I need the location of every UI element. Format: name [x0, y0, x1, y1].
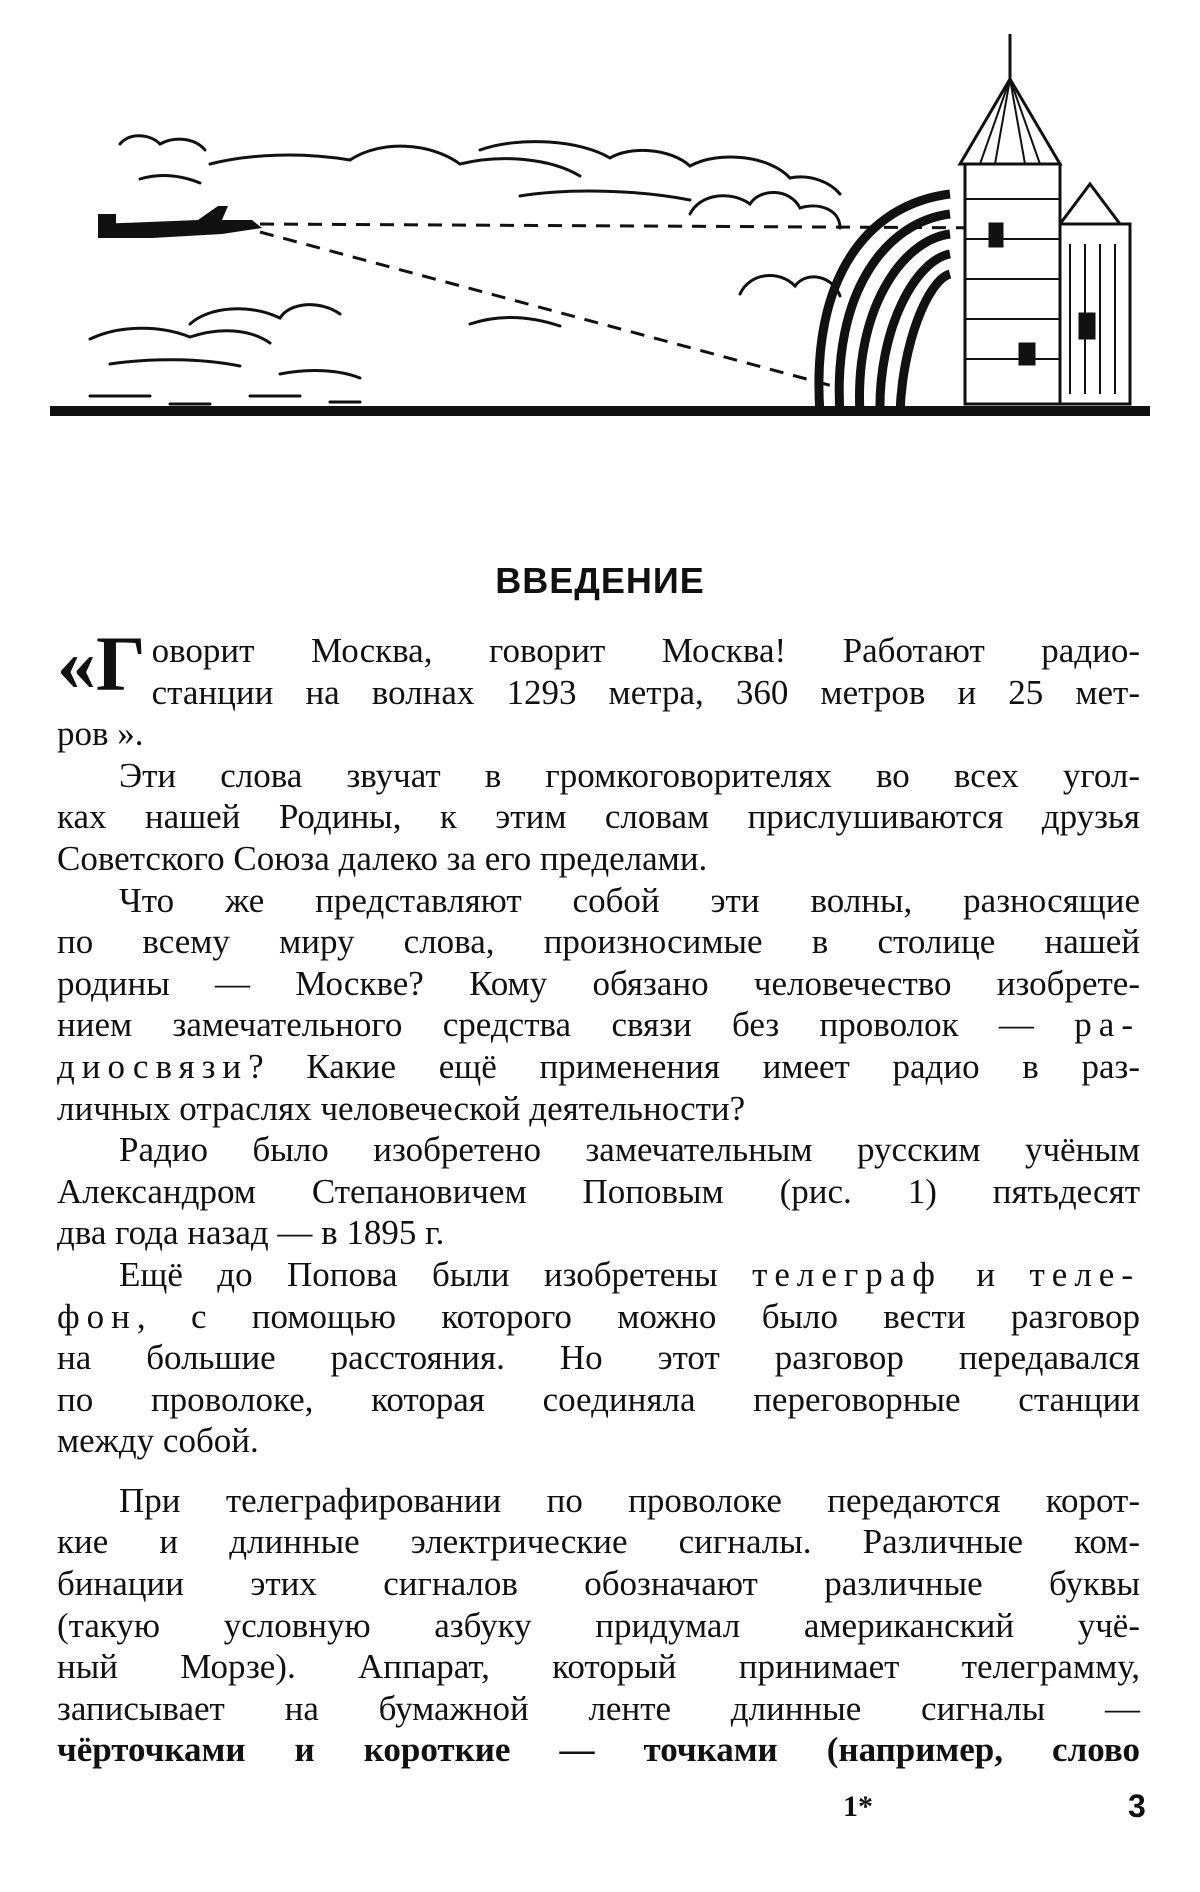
text-line: родины — Москве? Кому обязано человечество изобрете-: [57, 963, 1140, 1003]
text-line: бинации этих сигналов обозначают различные буквы: [57, 1564, 1140, 1604]
text-line: записывает на бумажной ленте длинные сигналы —: [57, 1688, 1140, 1728]
text-line: [57, 1296, 1140, 1338]
page-number: 3: [1128, 1788, 1146, 1824]
text-line: [57, 1004, 1140, 1046]
paragraph-6: [57, 1480, 1140, 1771]
paragraph-2: [57, 755, 1140, 880]
text-line: между собой.: [57, 1421, 259, 1461]
text-line: личных отраслях человеческой деятельности?: [57, 1088, 746, 1128]
text-line: ный Морзе). Аппарат, который принимает телеграмму,: [57, 1647, 1140, 1687]
paragraph-3: [57, 880, 1140, 1130]
text-fragment: Ещё до Попова были изобретены: [119, 1254, 753, 1294]
text-fragment: нием замечательного средства связи без проволок —: [57, 1005, 1075, 1045]
text-line: оворит Москва, говорит Москва! Работают радио-: [151, 631, 1140, 670]
text-line: [57, 1254, 1140, 1296]
text-line: станции на волнах 1293 метра, 360 метров и 25 мет-: [151, 672, 1140, 712]
text-line: Эти слова звучат в громкоговорителях во всех угол-: [119, 755, 1140, 795]
text-line: чёрточками и короткие — точками (например, слово: [57, 1730, 1140, 1770]
text-line: по проволоке, которая соединяла переговорные станции: [57, 1379, 1140, 1419]
spaced-term: фон: [57, 1296, 137, 1336]
spaced-term: теле-: [1029, 1254, 1140, 1294]
paragraph-4: [57, 1129, 1140, 1254]
text-line: на большие расстояния. Но этот разговор передавался: [57, 1338, 1140, 1378]
text-fragment: и: [941, 1254, 1030, 1294]
spaced-term: телеграф: [752, 1254, 942, 1294]
spaced-term: диосвязи: [57, 1046, 249, 1086]
text-line: Александром Степановичем Поповым (рис. 1) пятьдесят: [57, 1171, 1140, 1211]
page-title: ВВЕДЕНИЕ: [495, 560, 705, 601]
text-line: (такую условную азбуку придумал американский учё-: [57, 1605, 1140, 1645]
paragraph-5: [57, 1254, 1140, 1462]
text-line: два года назад — в 1895 г.: [57, 1213, 445, 1253]
text-line: Радио было изобретено замечательным русским учёным: [119, 1130, 1140, 1170]
text-fragment: ? Какие ещё применения имеет радио в раз-: [248, 1046, 1140, 1086]
spaced-term: ра-: [1074, 1005, 1140, 1045]
text-line: ках нашей Родины, к этим словам прислушиваются друзья: [57, 797, 1140, 837]
text-line: При телеграфировании по проволоке передаются корот-: [119, 1480, 1140, 1520]
radio-waves-illustration: [50, 24, 1150, 434]
text-line: [57, 1046, 1140, 1088]
drop-cap: «Г: [57, 620, 146, 707]
text-line: по всему миру слова, произносимые в столице нашей: [57, 922, 1140, 962]
paragraph-1: [57, 620, 1140, 755]
text-line: Советского Союза далеко за его пределами.: [57, 838, 708, 878]
text-line: кие и длинные электрические сигналы. Различные ком-: [57, 1522, 1140, 1562]
text-fragment: , с помощью которого можно было вести разговор: [136, 1296, 1140, 1336]
text-line: Что же представляют собой эти волны, разносящие: [119, 880, 1140, 920]
body-text: [57, 620, 1140, 1771]
text-line: ров ».: [57, 714, 144, 754]
signature-mark: 1*: [843, 1790, 873, 1823]
